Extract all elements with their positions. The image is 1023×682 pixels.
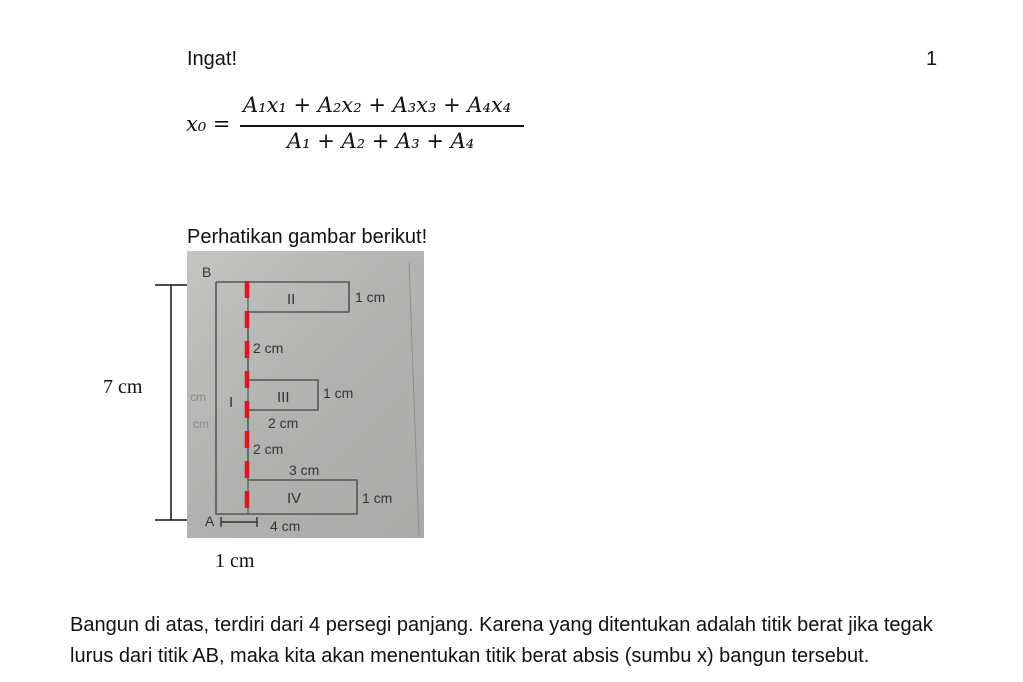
- paragraph-line-1: Bangun di atas, terdiri dari 4 persegi panjang. Karena yang ditentukan adalah titik berat jika tegak: [70, 614, 933, 636]
- dim-base: 4 cm: [270, 518, 301, 534]
- page-number: 1: [926, 48, 938, 70]
- region-III-label: III: [277, 389, 290, 406]
- formula-denominator: A₁ + A₂ + A₃ + A₄: [287, 129, 475, 153]
- dim-IV-width: 3 cm: [289, 462, 320, 478]
- dim-III-height: 1 cm: [323, 385, 354, 401]
- figure-caption: Perhatikan gambar berikut!: [187, 226, 428, 248]
- header-title: Ingat!: [187, 48, 238, 70]
- fraction-bar: [240, 125, 524, 127]
- label-B: B: [202, 264, 212, 280]
- margin-cm-2: cm: [193, 417, 209, 431]
- margin-cm-1: cm: [190, 390, 206, 404]
- width-label: 1 cm: [215, 550, 255, 572]
- region-IV-label: IV: [287, 490, 302, 507]
- paragraph-line-2: lurus dari titik AB, maka kita akan menentukan titik berat absis (sumbu x) bangun tersebut.: [70, 645, 870, 667]
- dim-III-width: 2 cm: [268, 415, 299, 431]
- dim-gap-upper: 2 cm: [253, 340, 284, 356]
- region-II-label: II: [287, 291, 296, 308]
- formula-lhs: x₀ =: [186, 112, 231, 136]
- height-label: 7 cm: [103, 376, 143, 398]
- dim-II-height: 1 cm: [355, 289, 386, 305]
- dim-IV-height: 1 cm: [362, 490, 393, 506]
- label-A: A: [205, 513, 215, 529]
- figure-photo: [187, 251, 424, 538]
- region-I-label: I: [229, 394, 234, 411]
- formula-numerator: A₁x₁ + A₂x₂ + A₃x₃ + A₄x₄: [243, 93, 512, 117]
- dim-gap-lower: 2 cm: [253, 441, 284, 457]
